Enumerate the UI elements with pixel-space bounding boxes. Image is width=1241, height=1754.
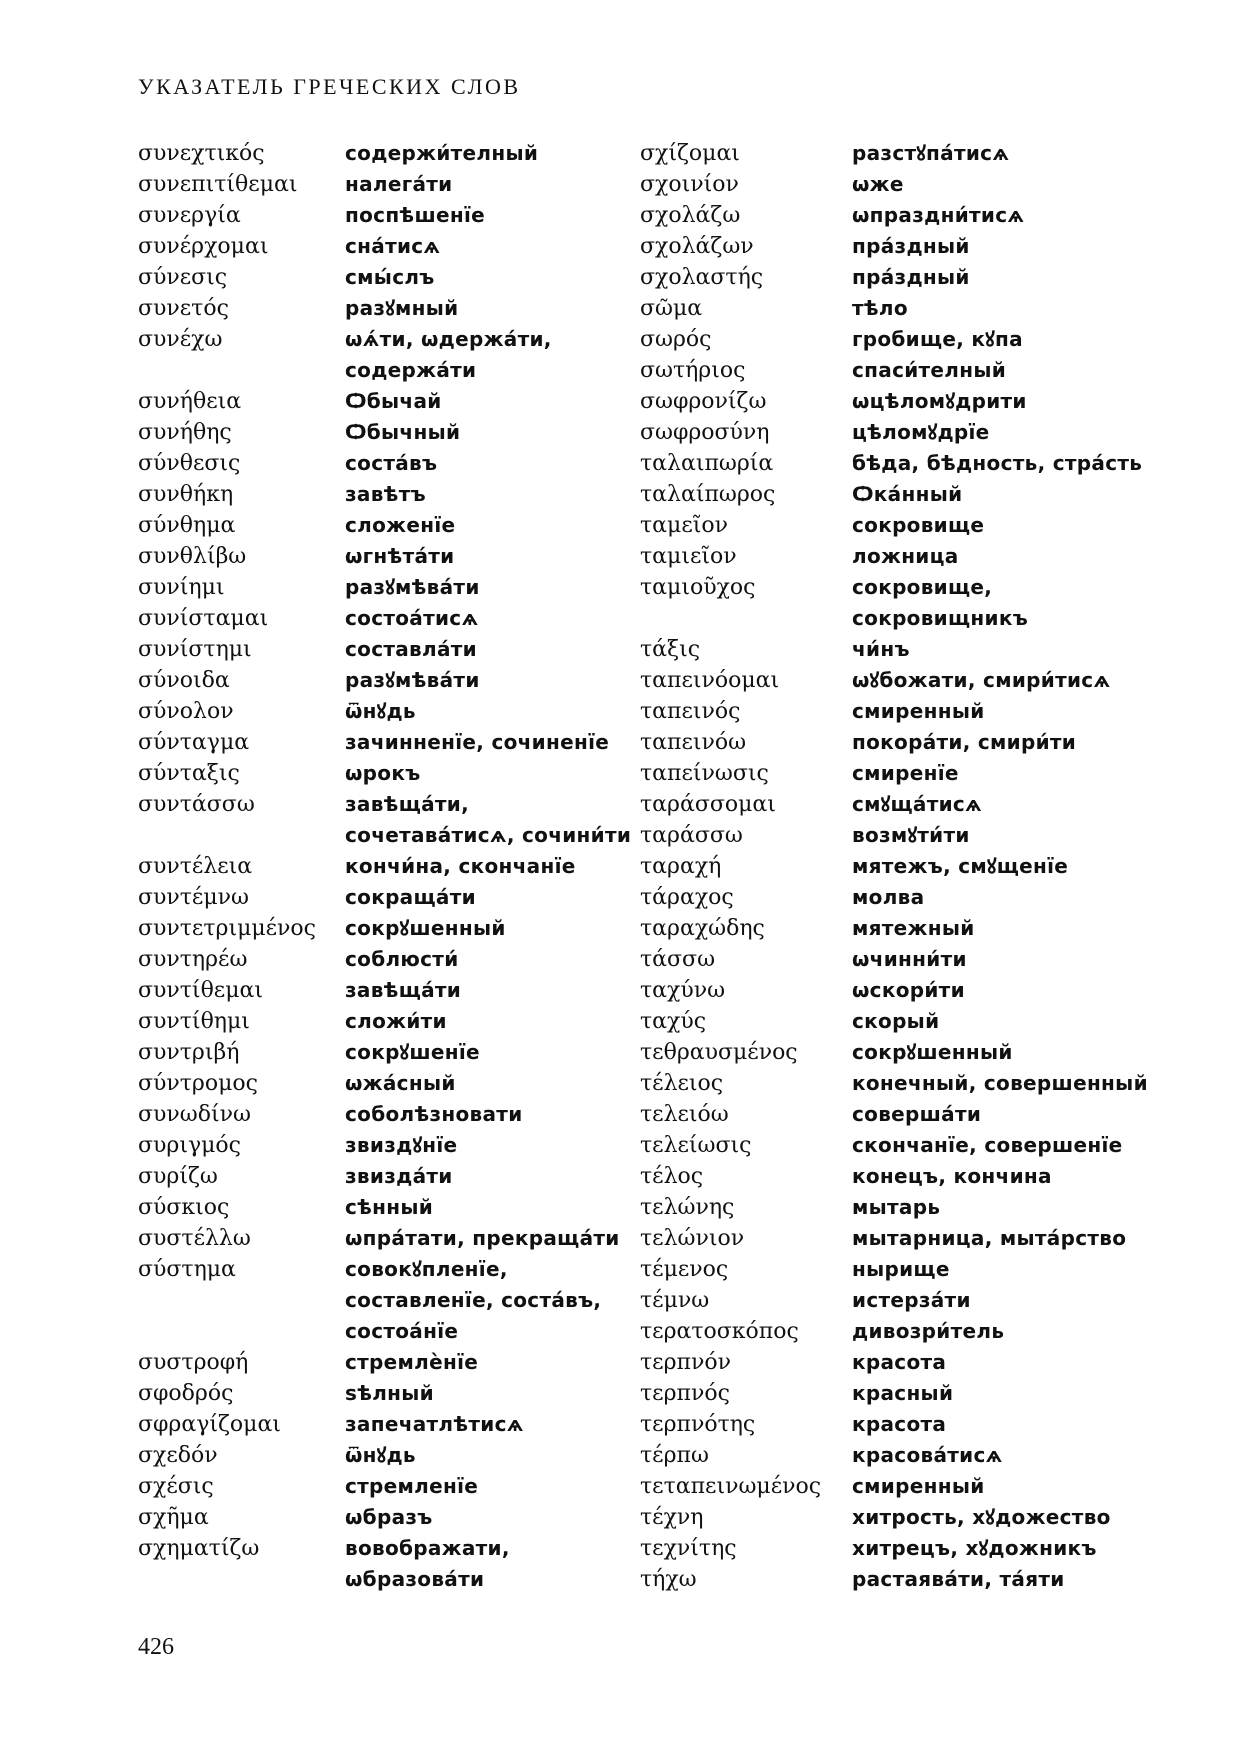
greek-headword bbox=[138, 820, 316, 851]
greek-headword: τεχνίτης bbox=[640, 1536, 737, 1561]
slavonic-gloss: смꙋща́тисѧ bbox=[852, 792, 982, 816]
greek-headword: τερπνότης bbox=[640, 1412, 756, 1437]
slavonic-gloss: сокровищникъ bbox=[852, 606, 1029, 630]
greek-headword: σύνταγμα bbox=[138, 730, 250, 755]
slavonic-gloss: ѡцѣломꙋдрити bbox=[852, 389, 1027, 413]
greek-headword: συνεχτικός bbox=[138, 141, 265, 166]
greek-headword: συνεπιτίθεμαι bbox=[138, 172, 298, 197]
left-slavonic-column bbox=[345, 138, 631, 1595]
slavonic-gloss: ѡскори́ти bbox=[852, 978, 965, 1002]
greek-headword: σωφρονίζω bbox=[640, 389, 767, 414]
slavonic-gloss: совокꙋпленїе, bbox=[345, 1257, 508, 1281]
slavonic-gloss: мятежъ, смꙋщенїе bbox=[852, 854, 1069, 878]
slavonic-gloss: ѡбразъ bbox=[345, 1505, 433, 1529]
slavonic-gloss: смиренный bbox=[852, 699, 985, 723]
greek-headword: συνήθης bbox=[138, 420, 232, 445]
greek-headword: τέρπω bbox=[640, 1443, 709, 1468]
slavonic-gloss: звиздꙋнїе bbox=[345, 1133, 458, 1157]
greek-headword: σύστημα bbox=[138, 1257, 236, 1282]
greek-headword bbox=[138, 1564, 316, 1595]
greek-headword: ταμεῖον bbox=[640, 513, 728, 538]
greek-headword: συντηρέω bbox=[138, 947, 248, 972]
greek-headword: σφοδρός bbox=[138, 1381, 234, 1406]
greek-headword: συντέλεια bbox=[138, 854, 253, 879]
slavonic-gloss: разꙋмный bbox=[345, 296, 459, 320]
greek-headword: σχολάζω bbox=[640, 203, 741, 228]
slavonic-gloss: растаява́ти, та́яти bbox=[852, 1567, 1065, 1591]
slavonic-gloss: зачинненїе, сочиненїе bbox=[345, 730, 610, 754]
greek-headword: ταμιοῦχος bbox=[640, 575, 756, 600]
greek-headword: τέλος bbox=[640, 1164, 704, 1189]
slavonic-gloss: состоа́нїе bbox=[345, 1319, 459, 1343]
slavonic-gloss: гробище, кꙋпа bbox=[852, 327, 1023, 351]
slavonic-gloss: сокровище bbox=[852, 513, 985, 537]
greek-headword: συνθλίβω bbox=[138, 544, 247, 569]
greek-headword: τεταπεινωμένος bbox=[640, 1474, 822, 1499]
greek-headword: συντριβή bbox=[138, 1040, 240, 1065]
greek-headword: σχίζομαι bbox=[640, 141, 740, 166]
greek-headword: συνέρχομαι bbox=[138, 234, 269, 259]
slavonic-gloss: дивозри́тель bbox=[852, 1319, 1005, 1343]
greek-headword: ταραχή bbox=[640, 854, 722, 879]
slavonic-gloss: красота bbox=[852, 1350, 947, 1374]
slavonic-gloss: сочетава́тисѧ, сочини́ти bbox=[345, 823, 632, 847]
greek-headword: συνήθεια bbox=[138, 389, 242, 414]
slavonic-gloss: красный bbox=[852, 1381, 954, 1405]
slavonic-gloss: составла́ти bbox=[345, 637, 477, 661]
greek-headword: σύντρομος bbox=[138, 1071, 258, 1096]
slavonic-gloss: звизда́ти bbox=[345, 1164, 453, 1188]
slavonic-gloss: скорый bbox=[852, 1009, 940, 1033]
left-greek-column bbox=[138, 138, 316, 1595]
slavonic-gloss: стремлѐнїе bbox=[345, 1350, 479, 1374]
greek-headword bbox=[138, 1285, 316, 1316]
greek-headword: σύνολον bbox=[138, 699, 234, 724]
greek-headword: σχεδόν bbox=[138, 1443, 218, 1468]
greek-headword: τάσσω bbox=[640, 947, 716, 972]
right-greek-column bbox=[640, 138, 821, 1595]
slavonic-gloss: конечный, совершенный bbox=[852, 1071, 1148, 1095]
slavonic-gloss: мытарница, мыта́рство bbox=[852, 1226, 1127, 1250]
slavonic-gloss: ѡрокъ bbox=[345, 761, 421, 785]
greek-headword: σύνταξις bbox=[138, 761, 240, 786]
slavonic-gloss: сокрꙋшенїе bbox=[345, 1040, 480, 1064]
greek-headword: συνίσταμαι bbox=[138, 606, 269, 631]
slavonic-gloss: содержи́телный bbox=[345, 141, 539, 165]
greek-headword: συντάσσω bbox=[138, 792, 255, 817]
slavonic-gloss: пра́здный bbox=[852, 234, 970, 258]
slavonic-gloss: поспѣшенїе bbox=[345, 203, 485, 227]
greek-headword: συρίζω bbox=[138, 1164, 218, 1189]
slavonic-gloss: ложница bbox=[852, 544, 959, 568]
slavonic-gloss: пра́здный bbox=[852, 265, 970, 289]
slavonic-gloss: Ѻбычай bbox=[345, 389, 442, 413]
slavonic-gloss: ѿнꙋдь bbox=[345, 699, 416, 723]
greek-headword: τήχω bbox=[640, 1567, 697, 1592]
greek-headword: τεθραυσμένος bbox=[640, 1040, 798, 1065]
slavonic-gloss: сокрꙋшенный bbox=[852, 1040, 1013, 1064]
greek-headword: ταχύνω bbox=[640, 978, 726, 1003]
slavonic-gloss: налега́ти bbox=[345, 172, 453, 196]
slavonic-gloss: соста́въ bbox=[345, 451, 438, 475]
slavonic-gloss: завѣща́ти bbox=[345, 978, 462, 1002]
greek-headword: συντετριμμένος bbox=[138, 916, 316, 941]
slavonic-gloss: ѡже bbox=[852, 172, 904, 196]
greek-headword: τερπνός bbox=[640, 1381, 730, 1406]
slavonic-gloss: запечатлѣтисѧ bbox=[345, 1412, 524, 1436]
slavonic-gloss: спаси́телный bbox=[852, 358, 1007, 382]
greek-headword: ταπεινός bbox=[640, 699, 741, 724]
greek-headword: ταλαιπωρία bbox=[640, 451, 774, 476]
greek-headword: τερατοσκόπος bbox=[640, 1319, 799, 1344]
slavonic-gloss: соблюсти́ bbox=[345, 947, 459, 971]
greek-headword: σύνεσις bbox=[138, 265, 228, 290]
slavonic-gloss: Ѻка́нный bbox=[852, 482, 963, 506]
greek-headword: ταλαίπωρος bbox=[640, 482, 776, 507]
slavonic-gloss: хитрецъ, хꙋдожникъ bbox=[852, 1536, 1097, 1560]
greek-headword bbox=[138, 355, 316, 386]
greek-headword: τέμενος bbox=[640, 1257, 729, 1282]
slavonic-gloss: соверша́ти bbox=[852, 1102, 982, 1126]
slavonic-gloss: смиренный bbox=[852, 1474, 985, 1498]
greek-headword: τέμνω bbox=[640, 1288, 710, 1313]
slavonic-gloss: ѕѣлный bbox=[345, 1381, 434, 1405]
slavonic-gloss: нырище bbox=[852, 1257, 950, 1281]
greek-headword: τελώνιον bbox=[640, 1226, 745, 1251]
slavonic-gloss: ѡꙋбожати, смири́тисѧ bbox=[852, 668, 1111, 692]
slavonic-gloss: состоа́тисѧ bbox=[345, 606, 479, 630]
greek-headword: συνθήκη bbox=[138, 482, 234, 507]
slavonic-gloss: соболѣзновати bbox=[345, 1102, 523, 1126]
slavonic-gloss: молва bbox=[852, 885, 925, 909]
greek-headword: τελώνης bbox=[640, 1195, 735, 1220]
greek-headword: συντίθεμαι bbox=[138, 978, 263, 1003]
slavonic-gloss: стремленїе bbox=[345, 1474, 479, 1498]
greek-headword: σύσκιος bbox=[138, 1195, 230, 1220]
slavonic-gloss: сокрꙋшенный bbox=[345, 916, 506, 940]
slavonic-gloss: покора́ти, смири́ти bbox=[852, 730, 1077, 754]
greek-headword: τέχνη bbox=[640, 1505, 704, 1530]
greek-headword: σωρός bbox=[640, 327, 712, 352]
greek-headword: ταράσσομαι bbox=[640, 792, 776, 817]
greek-headword: ταραχώδης bbox=[640, 916, 765, 941]
running-header: УКАЗАТЕЛЬ ГРЕЧЕСКИХ СЛОВ bbox=[138, 74, 521, 99]
slavonic-gloss: красова́тисѧ bbox=[852, 1443, 1003, 1467]
slavonic-gloss: вовображати, bbox=[345, 1536, 510, 1560]
slavonic-gloss: содержа́ти bbox=[345, 358, 477, 382]
greek-headword: συνωδίνω bbox=[138, 1102, 251, 1127]
greek-headword: σύνθημα bbox=[138, 513, 236, 538]
page-number: 426 bbox=[138, 1634, 174, 1660]
greek-headword bbox=[640, 603, 821, 634]
slavonic-gloss: истерза́ти bbox=[852, 1288, 971, 1312]
slavonic-gloss: сокровище, bbox=[852, 575, 993, 599]
greek-headword: σχέσις bbox=[138, 1474, 214, 1499]
slavonic-gloss: хитрость, хꙋдожество bbox=[852, 1505, 1111, 1529]
greek-headword: ταχύς bbox=[640, 1009, 707, 1034]
greek-headword: συνεργία bbox=[138, 203, 241, 228]
slavonic-gloss: разꙋмѣва́ти bbox=[345, 668, 480, 692]
greek-headword: σωτήριος bbox=[640, 358, 746, 383]
greek-headword: σύνοιδα bbox=[138, 668, 230, 693]
slavonic-gloss: ѡпраздни́тисѧ bbox=[852, 203, 1025, 227]
slavonic-gloss: сѣнный bbox=[345, 1195, 434, 1219]
slavonic-gloss: сокраща́ти bbox=[345, 885, 476, 909]
slavonic-gloss: кончи́на, скончанїе bbox=[345, 854, 576, 878]
slavonic-gloss: составленїе, соста́въ, bbox=[345, 1288, 602, 1312]
slavonic-gloss: ѡѧ́ти, ѡдержа́ти, bbox=[345, 327, 552, 351]
greek-headword: συστροφή bbox=[138, 1350, 249, 1375]
slavonic-gloss: завѣтъ bbox=[345, 482, 426, 506]
greek-headword: σῶμα bbox=[640, 296, 703, 321]
greek-headword: τερπνόν bbox=[640, 1350, 731, 1375]
slavonic-gloss: цѣломꙋдрїе bbox=[852, 420, 990, 444]
slavonic-gloss: разꙋмѣва́ти bbox=[345, 575, 480, 599]
greek-headword: συντίθημι bbox=[138, 1009, 250, 1034]
slavonic-gloss: сна́тисѧ bbox=[345, 234, 441, 258]
greek-headword: ταμιεῖον bbox=[640, 544, 737, 569]
slavonic-gloss: ѡпра́тати, прекраща́ти bbox=[345, 1226, 620, 1250]
slavonic-gloss: чи́нъ bbox=[852, 637, 910, 661]
slavonic-gloss: смы́слъ bbox=[345, 265, 435, 289]
greek-headword: τελείωσις bbox=[640, 1133, 752, 1158]
greek-headword: τάξις bbox=[640, 637, 701, 662]
slavonic-gloss: ѡжа́сный bbox=[345, 1071, 456, 1095]
greek-headword: σωφροσύνη bbox=[640, 420, 770, 445]
greek-headword: συνίστημι bbox=[138, 637, 252, 662]
slavonic-gloss: мятежный bbox=[852, 916, 975, 940]
slavonic-gloss: скончанїе, совершенїе bbox=[852, 1133, 1123, 1157]
slavonic-gloss: ѡчинни́ти bbox=[852, 947, 967, 971]
slavonic-gloss: ѡгнѣта́ти bbox=[345, 544, 455, 568]
slavonic-gloss: ѡбразова́ти bbox=[345, 1567, 485, 1591]
slavonic-gloss: конецъ, кончина bbox=[852, 1164, 1052, 1188]
greek-headword: συριγμός bbox=[138, 1133, 241, 1158]
greek-headword: συντέμνω bbox=[138, 885, 249, 910]
greek-headword: ταπεινόομαι bbox=[640, 668, 780, 693]
greek-headword: σύνθεσις bbox=[138, 451, 241, 476]
greek-headword bbox=[138, 1316, 316, 1347]
greek-headword: ταπεινόω bbox=[640, 730, 747, 755]
greek-headword: σχολάζων bbox=[640, 234, 754, 259]
greek-headword: σχηματίζω bbox=[138, 1536, 260, 1561]
slavonic-gloss: возмꙋти́ти bbox=[852, 823, 970, 847]
greek-headword: ταπείνωσις bbox=[640, 761, 769, 786]
right-slavonic-column bbox=[852, 138, 1148, 1595]
slavonic-gloss: сложи́ти bbox=[345, 1009, 447, 1033]
greek-headword: σχοινίον bbox=[640, 172, 739, 197]
greek-headword: συνετός bbox=[138, 296, 229, 321]
greek-headword: σχολαστής bbox=[640, 265, 764, 290]
greek-headword: σχῆμα bbox=[138, 1505, 209, 1530]
greek-headword: τέλειος bbox=[640, 1071, 724, 1096]
slavonic-gloss: завѣща́ти, bbox=[345, 792, 469, 816]
slavonic-gloss: тѣло bbox=[852, 296, 908, 320]
slavonic-gloss: смиренїе bbox=[852, 761, 959, 785]
greek-headword: συνέχω bbox=[138, 327, 223, 352]
greek-headword: ταράσσω bbox=[640, 823, 743, 848]
slavonic-gloss: сложенїе bbox=[345, 513, 456, 537]
greek-headword: τάραχος bbox=[640, 885, 734, 910]
greek-headword: σφραγίζομαι bbox=[138, 1412, 281, 1437]
greek-headword: συνίημι bbox=[138, 575, 225, 600]
greek-headword: συστέλλω bbox=[138, 1226, 251, 1251]
slavonic-gloss: разстꙋпа́тисѧ bbox=[852, 141, 1010, 165]
slavonic-gloss: мытарь bbox=[852, 1195, 941, 1219]
greek-headword: τελειόω bbox=[640, 1102, 729, 1127]
slavonic-gloss: Ѻбычный bbox=[345, 420, 461, 444]
slavonic-gloss: ѿнꙋдь bbox=[345, 1443, 416, 1467]
slavonic-gloss: бѣда, бѣдность, стра́сть bbox=[852, 451, 1143, 475]
slavonic-gloss: красота bbox=[852, 1412, 947, 1436]
